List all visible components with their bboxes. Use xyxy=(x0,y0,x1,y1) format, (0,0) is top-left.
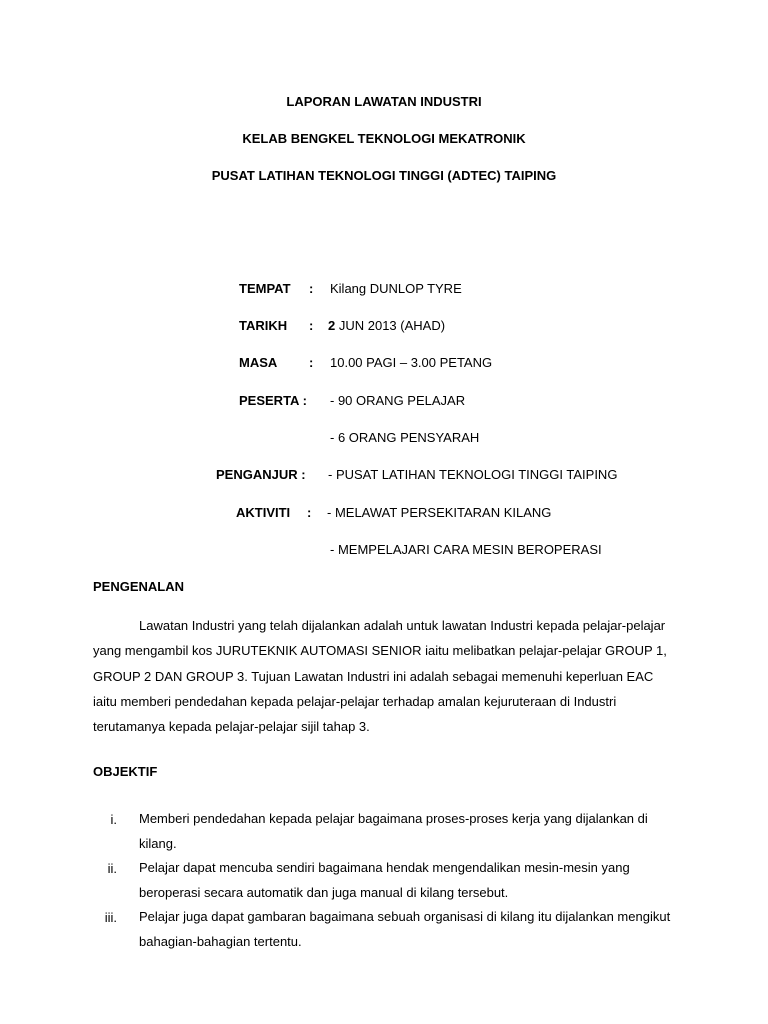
penganjur-value: - PUSAT LATIHAN TEKNOLOGI TINGGI TAIPING xyxy=(328,467,618,482)
aktiviti-value-visit: - MELAWAT PERSEKITARAN KILANG xyxy=(327,505,552,520)
masa-label: MASA xyxy=(239,355,278,370)
tempat-colon: : xyxy=(309,281,314,296)
tarikh-label: TARIKH xyxy=(239,318,288,333)
report-title: LAPORAN LAWATAN INDUSTRI xyxy=(286,94,482,109)
tarikh-colon: : xyxy=(309,318,314,333)
objective-item: Memberi pendedahan kepada pelajar bagaimana proses-proses kerja yang dijalankan di kilang. xyxy=(139,811,648,851)
tempat-value: Kilang DUNLOP TYRE xyxy=(330,281,462,296)
pengenalan-paragraph: Lawatan Industri yang telah dijalankan adalah untuk lawatan Industri kepada pelajar-pelajar yang mengambil kos JURUTEKNIK AUTOMASI SENIOR iaitu melibatkan pelajar-pelajar GROUP 1, GROUP 2 DAN GROUP 3. Tujuan Lawatan Industri ini adalah sebagai memenuhi keperluan EAC iaitu memberi pendedahan kepada pelajar-pelajar terhadap amalan kejuruteraan di Industri terutamanya kepada pelajar-pelajar sijil tahap 3. xyxy=(93,618,667,735)
objective-item: Pelajar dapat mencuba sendiri bagaimana hendak mengendalikan mesin-mesin yang beroperasi secara automatik dan juga manual di kilang tersebut. xyxy=(139,860,630,900)
peserta-label: PESERTA : xyxy=(239,393,307,408)
objektif-heading: OBJEKTIF xyxy=(93,764,158,779)
tarikh-value xyxy=(328,318,445,334)
masa-value: 10.00 PAGI – 3.00 PETANG xyxy=(330,355,493,370)
tarikh-day: 2 xyxy=(328,318,336,333)
objective-number: iii. xyxy=(104,910,117,925)
tempat-label: TEMPAT xyxy=(239,281,291,296)
peserta-value-students: - 90 ORANG PELAJAR xyxy=(330,393,466,408)
peserta-value-lecturers: - 6 ORANG PENSYARAH xyxy=(330,430,480,445)
aktiviti-colon: : xyxy=(307,505,312,520)
pengenalan-heading: PENGENALAN xyxy=(93,579,185,594)
aktiviti-value-learn: - MEMPELAJARI CARA MESIN BEROPERASI xyxy=(330,542,602,557)
objective-number: ii. xyxy=(107,861,117,876)
institution-name: PUSAT LATIHAN TEKNOLOGI TINGGI (ADTEC) TAIPING xyxy=(211,168,557,183)
tarikh-month-year: JUN 2013 (AHAD) xyxy=(335,318,446,333)
aktiviti-label: AKTIVITI xyxy=(236,505,291,520)
masa-colon: : xyxy=(309,355,314,370)
objective-number: i. xyxy=(110,812,117,827)
club-name: KELAB BENGKEL TEKNOLOGI MEKATRONIK xyxy=(242,131,526,146)
penganjur-label: PENGANJUR : xyxy=(216,467,306,482)
objective-item: Pelajar juga dapat gambaran bagaimana sebuah organisasi di kilang itu dijalankan mengikut bahagian-bahagian tertentu. xyxy=(139,909,671,949)
